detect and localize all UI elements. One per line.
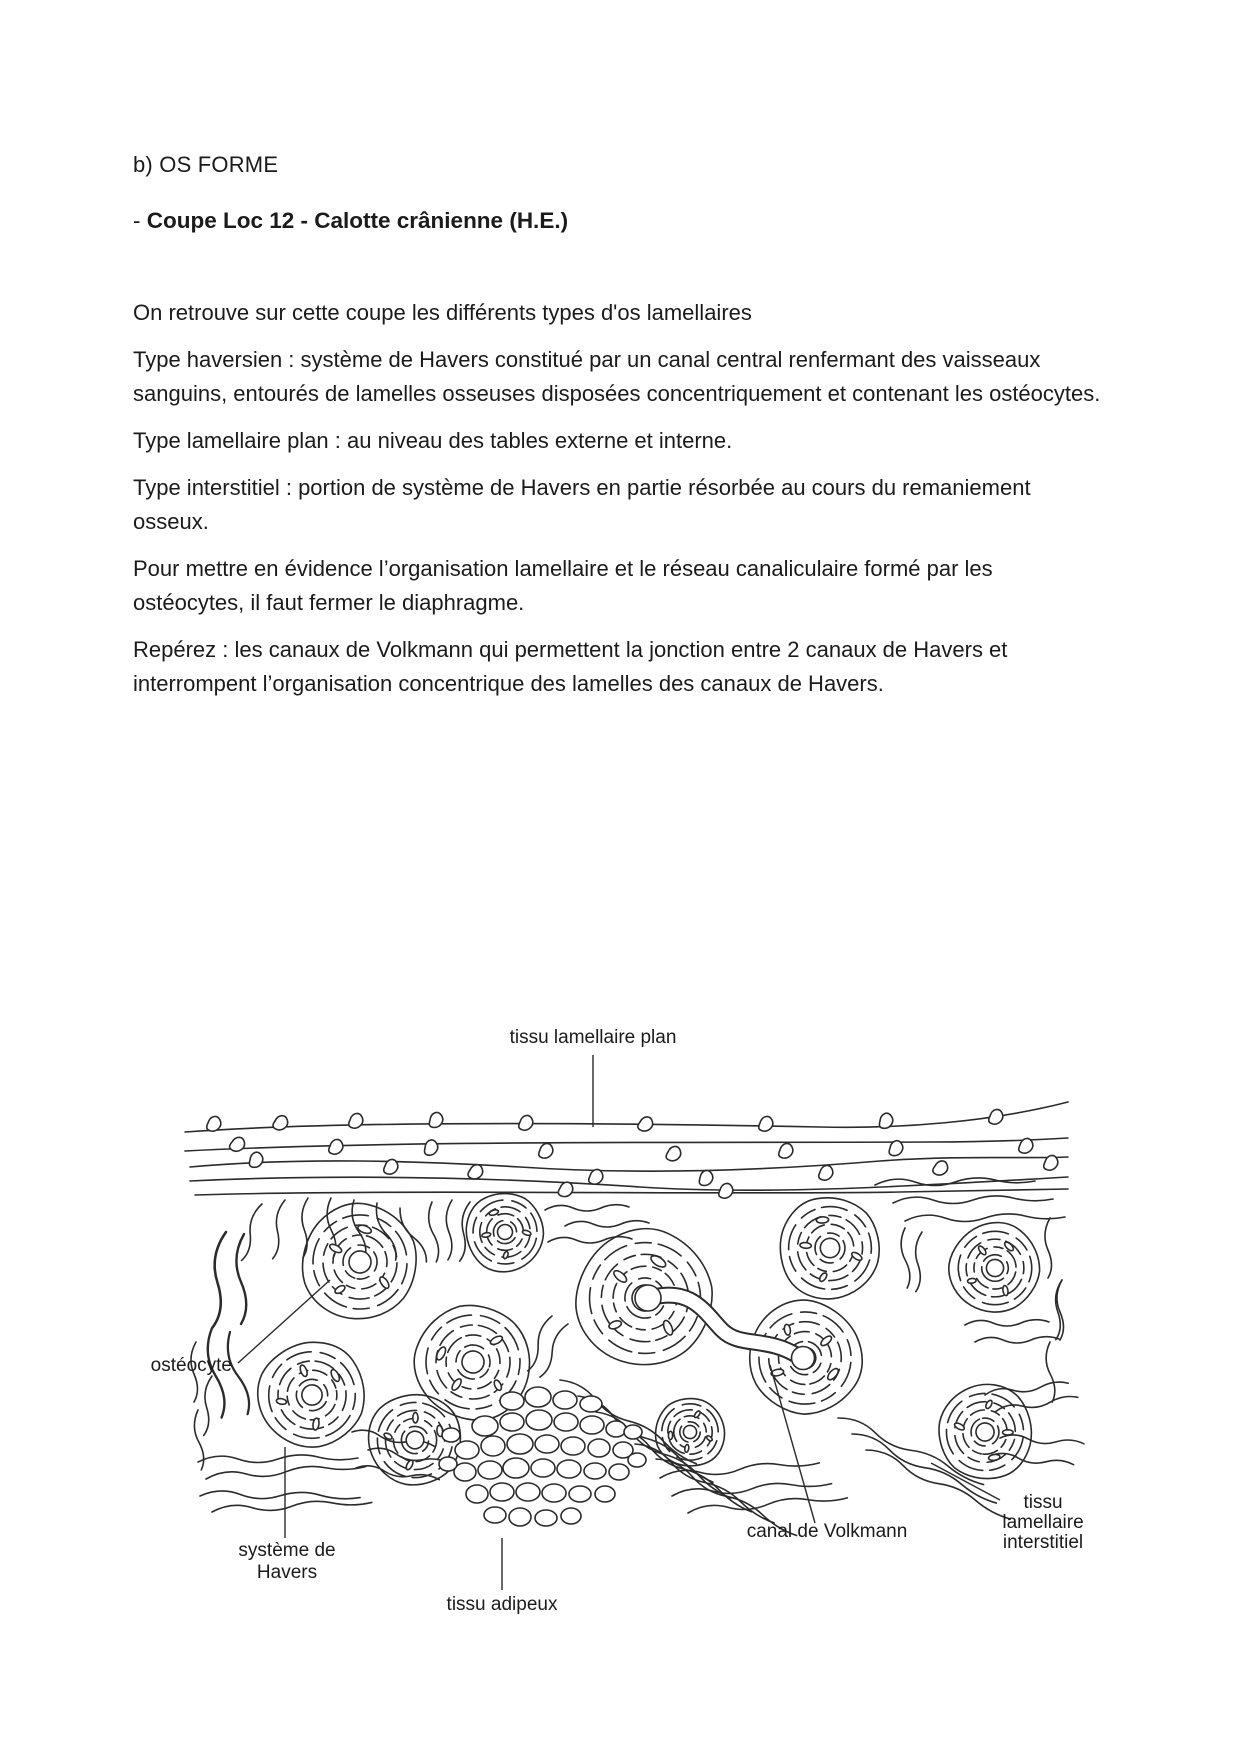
label-systeme-havers-line1: système de bbox=[238, 1540, 336, 1561]
label-systeme-havers-line2: Havers bbox=[256, 1562, 318, 1583]
subheading-text: Coupe Loc 12 - Calotte crânienne (H.E.) bbox=[146, 208, 569, 233]
haversian-system bbox=[926, 1372, 1045, 1492]
section-subheading bbox=[133, 208, 1103, 234]
paragraph-reperez: Repérez : les canaux de Volkmann qui permettent la jonction entre 2 canaux de Havers et interrompent l’organisation concentrique des lamelles des canaux de Havers. bbox=[133, 637, 1008, 696]
haversian-system bbox=[934, 1206, 1057, 1329]
haversian-canal bbox=[635, 1285, 661, 1311]
label-canal-volkmann: canal de Volkmann bbox=[746, 1521, 908, 1542]
label-tissu-lamellaire-interstitiel-line2: lamellaire bbox=[1002, 1512, 1084, 1533]
haversian-system bbox=[452, 1179, 557, 1285]
leader-tissu-lamellaire-interstitiel bbox=[931, 1463, 1000, 1500]
label-tissu-lamellaire-interstitiel-line1: tissu bbox=[1023, 1492, 1063, 1513]
paragraph-type-interstitiel: Type interstitiel : portion de système de Havers en partie résorbée au cours du remaniement osseux. bbox=[133, 475, 1031, 534]
paragraph-type-haversien: Type haversien : système de Havers constitué par un canal central renfermant des vaisseaux sanguins, entourés de lamelles osseuses disposées concentriquement et contenant les ostéocytes. bbox=[133, 347, 1101, 406]
paragraph-type-lamellaire: Type lamellaire plan : au niveau des tables externe et interne. bbox=[133, 428, 733, 453]
label-osteocyte: ostéocyte bbox=[150, 1355, 232, 1376]
haversian-systems bbox=[238, 1179, 1056, 1498]
text-block bbox=[133, 152, 1103, 714]
flat-lamellar-tissue bbox=[185, 1102, 1068, 1198]
interstitial-lamellae bbox=[191, 1178, 1084, 1540]
haversian-canal bbox=[792, 1347, 815, 1370]
paragraph-intro: On retrouve sur cette coupe les différents types d'os lamellaires bbox=[133, 300, 752, 325]
label-tissu-lamellaire-interstitiel-line3: interstitiel bbox=[1002, 1532, 1084, 1553]
adipose-tissue bbox=[439, 1387, 646, 1526]
label-tissu-lamellaire-plan: tissu lamellaire plan bbox=[509, 1027, 677, 1048]
page-heading: b) OS FORME bbox=[133, 152, 279, 177]
label-tissu-adipeux: tissu adipeux bbox=[446, 1594, 558, 1615]
bone-histology-diagram bbox=[0, 980, 1240, 1640]
haversian-system bbox=[402, 1293, 542, 1432]
paragraph-diaphragme: Pour mettre en évidence l’organisation lamellaire et le réseau canaliculaire formé par les ostéocytes, il faut fermer le diaphragme. bbox=[133, 556, 993, 615]
subheading-dash: - bbox=[133, 208, 147, 233]
haversian-system bbox=[768, 1186, 890, 1310]
haversian-system bbox=[296, 1196, 424, 1326]
